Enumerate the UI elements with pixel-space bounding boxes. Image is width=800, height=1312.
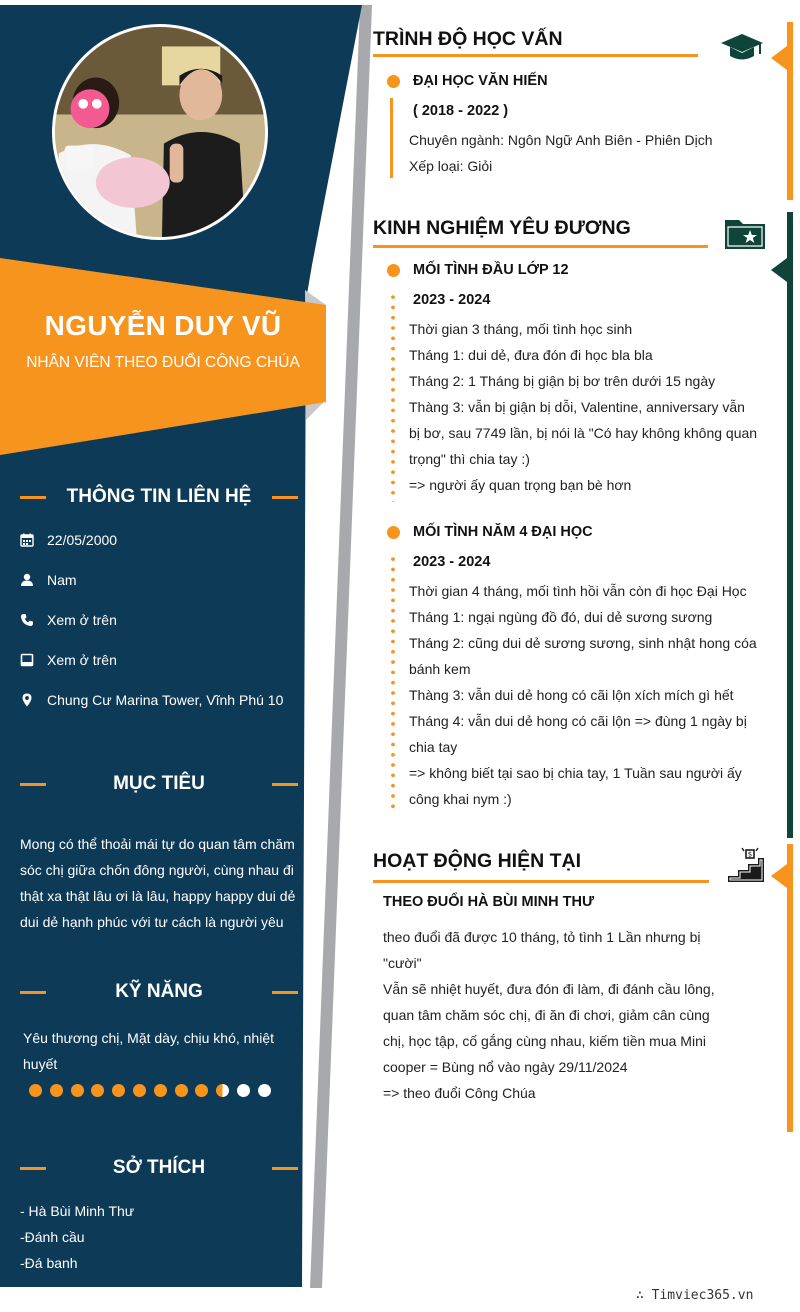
experience-line: Tháng 1: ngại ngùng đồ đó, dui dẻ sương sương <box>409 609 713 625</box>
activity-line: quan tâm chăm sóc chị, đi ăn đi chơi, giảm cân cùng <box>383 1007 710 1023</box>
objective-line: sóc chị giữa chốn đông người, cùng nhau đi <box>20 862 294 878</box>
hobbies-heading <box>20 1153 298 1183</box>
job-title: NHÂN VIÊN THEO ĐUỔI CÔNG CHÚA <box>26 354 300 371</box>
skill-rating <box>29 1084 271 1097</box>
contact-heading-title: THÔNG TIN LIÊN HỆ <box>66 486 252 507</box>
objective-line: Mong có thể thoải mái tự do quan tâm chăm <box>20 836 295 852</box>
skills-line: huyết <box>23 1056 58 1072</box>
stairs-goal-icon <box>726 846 766 884</box>
activity-line: => theo đuổi Công Chúa <box>383 1085 536 1101</box>
contact-birthday-text: 22/05/2000 <box>47 532 118 548</box>
heading-dash <box>272 991 298 994</box>
contact-email <box>20 649 320 671</box>
rating-dot <box>237 1084 250 1097</box>
objective-heading <box>20 769 298 799</box>
experience-line: bánh kem <box>409 661 471 677</box>
heading-dash <box>272 1167 298 1170</box>
education-heading: TRÌNH ĐỘ HỌC VẤN <box>373 28 563 50</box>
objective-line: thật xa thật lâu ơi là lâu, happy happy dui dẻ <box>20 888 296 904</box>
experience-timeline <box>391 554 395 812</box>
ribbon-education <box>787 22 793 200</box>
rating-dot <box>154 1084 167 1097</box>
contact-phone <box>20 609 320 631</box>
rating-dot <box>71 1084 84 1097</box>
education-years: ( 2018 - 2022 ) <box>413 103 509 119</box>
experience-title: MỐI TÌNH ĐẦU LỚP 12 <box>413 262 569 278</box>
experience-line: bị bơ, sau 7749 lần, bị nói là "Có hay không không quan <box>409 425 758 441</box>
experience-line: => không biết tại sao bị chia tay, 1 Tuần sau người ấy <box>409 765 742 781</box>
experience-details <box>409 316 758 498</box>
experience-bullet <box>387 526 400 539</box>
activity-underline <box>373 880 709 883</box>
email-icon <box>20 653 47 667</box>
ribbon-activity-notch <box>771 864 787 888</box>
contact-phone-text: Xem ở trên <box>47 612 117 628</box>
avatar <box>52 24 268 240</box>
watermark[interactable]: ∴ Timviec365.vn <box>636 1288 754 1303</box>
objective-heading-title: MỤC TIÊU <box>113 773 205 794</box>
ribbon-activity <box>787 844 793 1132</box>
education-school: ĐẠI HỌC VĂN HIẾN <box>413 73 548 89</box>
activity-line: chị, học tập, cố gắng cùng nhau, kiếm tiền mua Mini <box>383 1033 706 1049</box>
hobby-item: -Đá banh <box>20 1255 78 1271</box>
contact-email-text: Xem ở trên <box>47 652 117 668</box>
skills-text <box>23 1025 301 1077</box>
experience-line: Thời gian 3 tháng, mối tình học sinh <box>409 321 633 337</box>
experience-line: Tháng 2: cũng dui dẻ sương sương, sinh nhật hong cóa <box>409 635 757 651</box>
location-icon <box>20 693 47 707</box>
hobbies-heading-title: SỞ THÍCH <box>112 1157 206 1178</box>
activity-heading: HOẠT ĐỘNG HIỆN TẠI <box>373 850 581 872</box>
experience-title: MỐI TÌNH NĂM 4 ĐẠI HỌC <box>413 524 593 540</box>
education-underline <box>373 54 698 57</box>
experience-line: công khai nym :) <box>409 791 512 807</box>
education-timeline <box>390 98 393 178</box>
heading-dash <box>272 783 298 786</box>
ribbon-education-notch <box>771 46 787 70</box>
hobby-item: -Đánh cầu <box>20 1229 85 1245</box>
rating-dot <box>29 1084 42 1097</box>
activity-title: THEO ĐUỔI HÀ BÙI MINH THƯ <box>383 894 594 910</box>
calendar-icon <box>20 533 47 547</box>
graduation-cap-icon <box>720 32 764 62</box>
activity-line: theo đuổi đã được 10 tháng, tỏ tình 1 Lần nhưng bị <box>383 929 701 945</box>
experience-line: Thàng 3: vẫn dui dẻ hong có cãi lộn xích mích gì hết <box>409 687 734 703</box>
ribbon-experience-notch <box>771 258 787 282</box>
rating-dot <box>133 1084 146 1097</box>
contact-address-text: Chung Cư Marina Tower, Vĩnh Phú 10 <box>47 692 284 708</box>
rating-dot <box>50 1084 63 1097</box>
heading-dash <box>272 496 298 499</box>
heading-dash <box>20 783 46 786</box>
skills-line: Yêu thương chị, Mặt dày, chịu khó, nhiệt <box>23 1030 274 1046</box>
hobby-item: - Hà Bùi Minh Thư <box>20 1203 135 1219</box>
heading-dash <box>20 1167 46 1170</box>
activity-line: Vẫn sẽ nhiệt huyết, đưa đón đi làm, đi đánh cầu lông, <box>383 981 715 997</box>
experience-line: Tháng 2: 1 Tháng bị giận bị bơ trên dưới 15 ngày <box>409 373 716 389</box>
activity-line: "cười" <box>383 955 422 971</box>
objective-line: dui dẻ hạnh phúc với tư cách là người yêu <box>20 914 284 930</box>
contact-heading <box>20 482 298 512</box>
phone-icon <box>20 613 47 627</box>
activity-line: cooper = Bùng nổ vào ngày 29/11/2024 <box>383 1059 628 1075</box>
education-details <box>409 127 758 179</box>
profile-photo <box>55 27 265 237</box>
experience-date: 2023 - 2024 <box>413 292 491 308</box>
rating-dot <box>112 1084 125 1097</box>
folder-star-icon <box>724 216 766 250</box>
rating-dot <box>258 1084 271 1097</box>
experience-line: Thời gian 4 tháng, mối tình hồi vẫn còn đi học Đại Học <box>409 583 747 599</box>
education-line: Chuyên ngành: Ngôn Ngữ Anh Biên - Phiên Dịch <box>409 132 713 148</box>
rating-dot <box>175 1084 188 1097</box>
experience-line: chia tay <box>409 739 458 755</box>
experience-line: Thàng 3: vẫn bị giận bị dỗi, Valentine, anniversary vẫn <box>409 399 745 415</box>
experience-timeline <box>391 292 395 502</box>
experience-line: Tháng 4: vẫn dui dẻ hong có cãi lộn => đùng 1 ngày bị <box>409 713 747 729</box>
skills-heading <box>20 977 298 1007</box>
heading-dash <box>20 991 46 994</box>
rating-dot <box>216 1084 229 1097</box>
experience-date: 2023 - 2024 <box>413 554 491 570</box>
ribbon-experience <box>787 212 793 838</box>
education-bullet <box>387 75 400 88</box>
rating-dot <box>195 1084 208 1097</box>
experience-details <box>409 578 758 812</box>
hobby-list <box>20 1198 134 1276</box>
heading-dash <box>20 496 46 499</box>
contact-address <box>20 689 320 711</box>
contact-birthday <box>20 529 320 551</box>
experience-line: Tháng 1: dui dẻ, đưa đón đi học bla bla <box>409 347 653 363</box>
skills-heading-title: KỸ NĂNG <box>115 981 203 1002</box>
contact-gender-text: Nam <box>47 572 77 588</box>
experience-underline <box>373 245 708 248</box>
full-name: NGUYỄN DUY VŨ <box>44 310 282 341</box>
rating-dot <box>91 1084 104 1097</box>
activity-details <box>383 924 723 1106</box>
experience-bullet <box>387 264 400 277</box>
experience-line: trọng" thì chia tay :) <box>409 451 530 467</box>
svg-text:$: $ <box>747 850 753 859</box>
contact-gender <box>20 569 320 591</box>
user-icon <box>20 573 47 587</box>
objective-text <box>20 831 300 935</box>
education-line: Xếp loại: Giỏi <box>409 158 493 174</box>
experience-line: => người ấy quan trọng bạn bè hơn <box>409 477 632 493</box>
experience-heading: KINH NGHIỆM YÊU ĐƯƠNG <box>373 217 631 239</box>
